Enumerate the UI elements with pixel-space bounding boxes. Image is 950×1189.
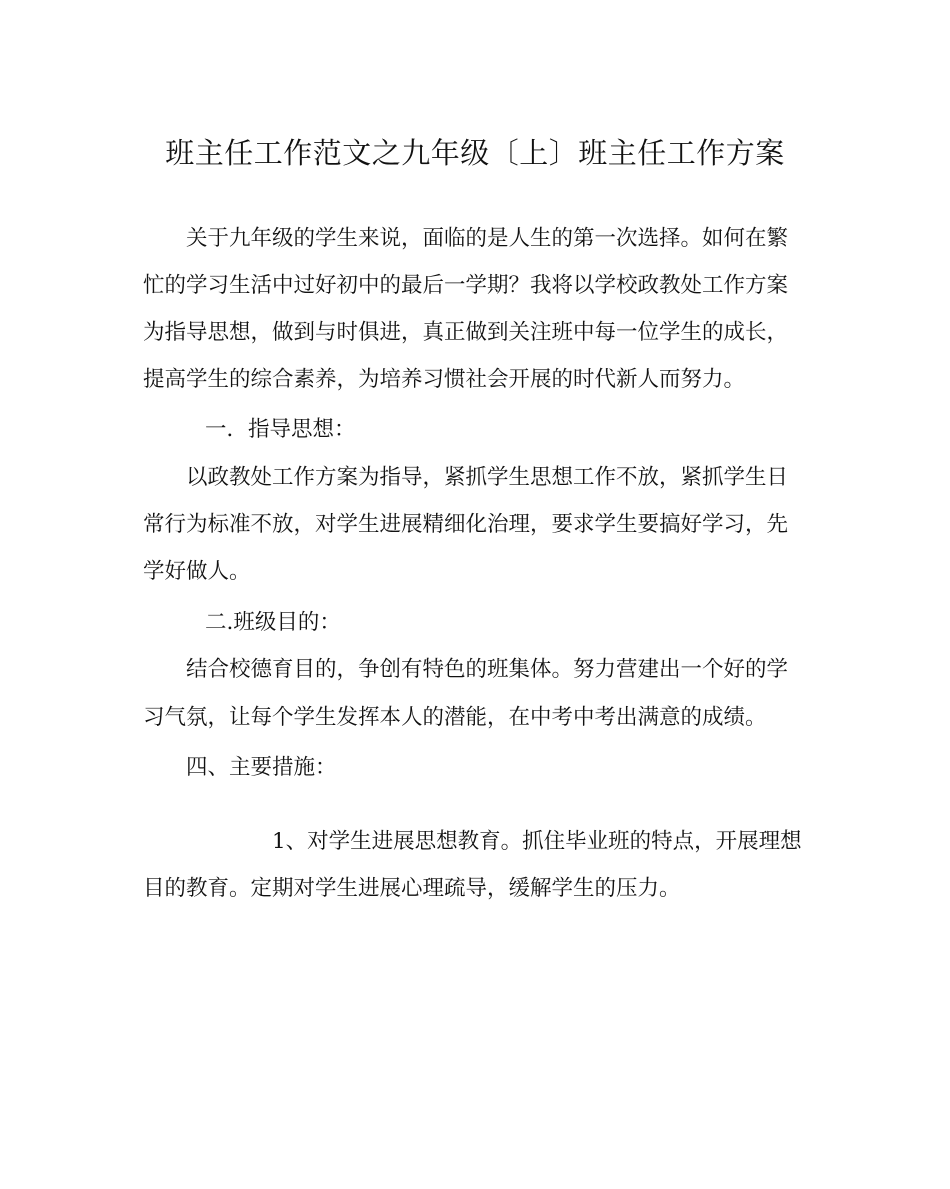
section2-line-1: 结合校德育目的，争创有特色的班集体。努力营建出一个好的学 bbox=[186, 657, 789, 682]
section1-line-2: 常行为标准不放，对学生进展精细化治理，要求学生要搞好学习，先 bbox=[143, 512, 789, 537]
intro-line-4: 提高学生的综合素养，为培养习惯社会开展的时代新人而努力。 bbox=[143, 367, 746, 392]
section1-line-1: 以政教处工作方案为指导，紧抓学生思想工作不放，紧抓学生日 bbox=[186, 465, 789, 490]
document-title: 班主任工作范文之九年级〔上〕班主任工作方案 bbox=[165, 136, 785, 170]
section1-heading: 一．指导思想： bbox=[205, 417, 356, 442]
section4-heading: 四、主要措施： bbox=[186, 755, 337, 780]
intro-line-3: 为指导思想，做到与时俱进，真正做到关注班中每一位学生的成长， bbox=[143, 320, 789, 345]
intro-line-1: 关于九年级的学生来说，面临的是人生的第一次选择。如何在繁 bbox=[186, 226, 789, 251]
section4-item1-line-2: 目的教育。定期对学生进展心理疏导，缓解学生的压力。 bbox=[143, 876, 681, 901]
section2-heading: 二.班级目的： bbox=[205, 610, 341, 635]
section2-line-2: 习气氛，让每个学生发挥本人的潜能，在中考中考出满意的成绩。 bbox=[143, 705, 767, 730]
section4-item1-line-1: 1、对学生进展思想教育。抓住毕业班的特点，开展理想 bbox=[272, 829, 802, 854]
intro-line-2: 忙的学习生活中过好初中的最后一学期？我将以学校政教处工作方案 bbox=[143, 273, 789, 298]
section1-line-3: 学好做人。 bbox=[143, 559, 251, 584]
